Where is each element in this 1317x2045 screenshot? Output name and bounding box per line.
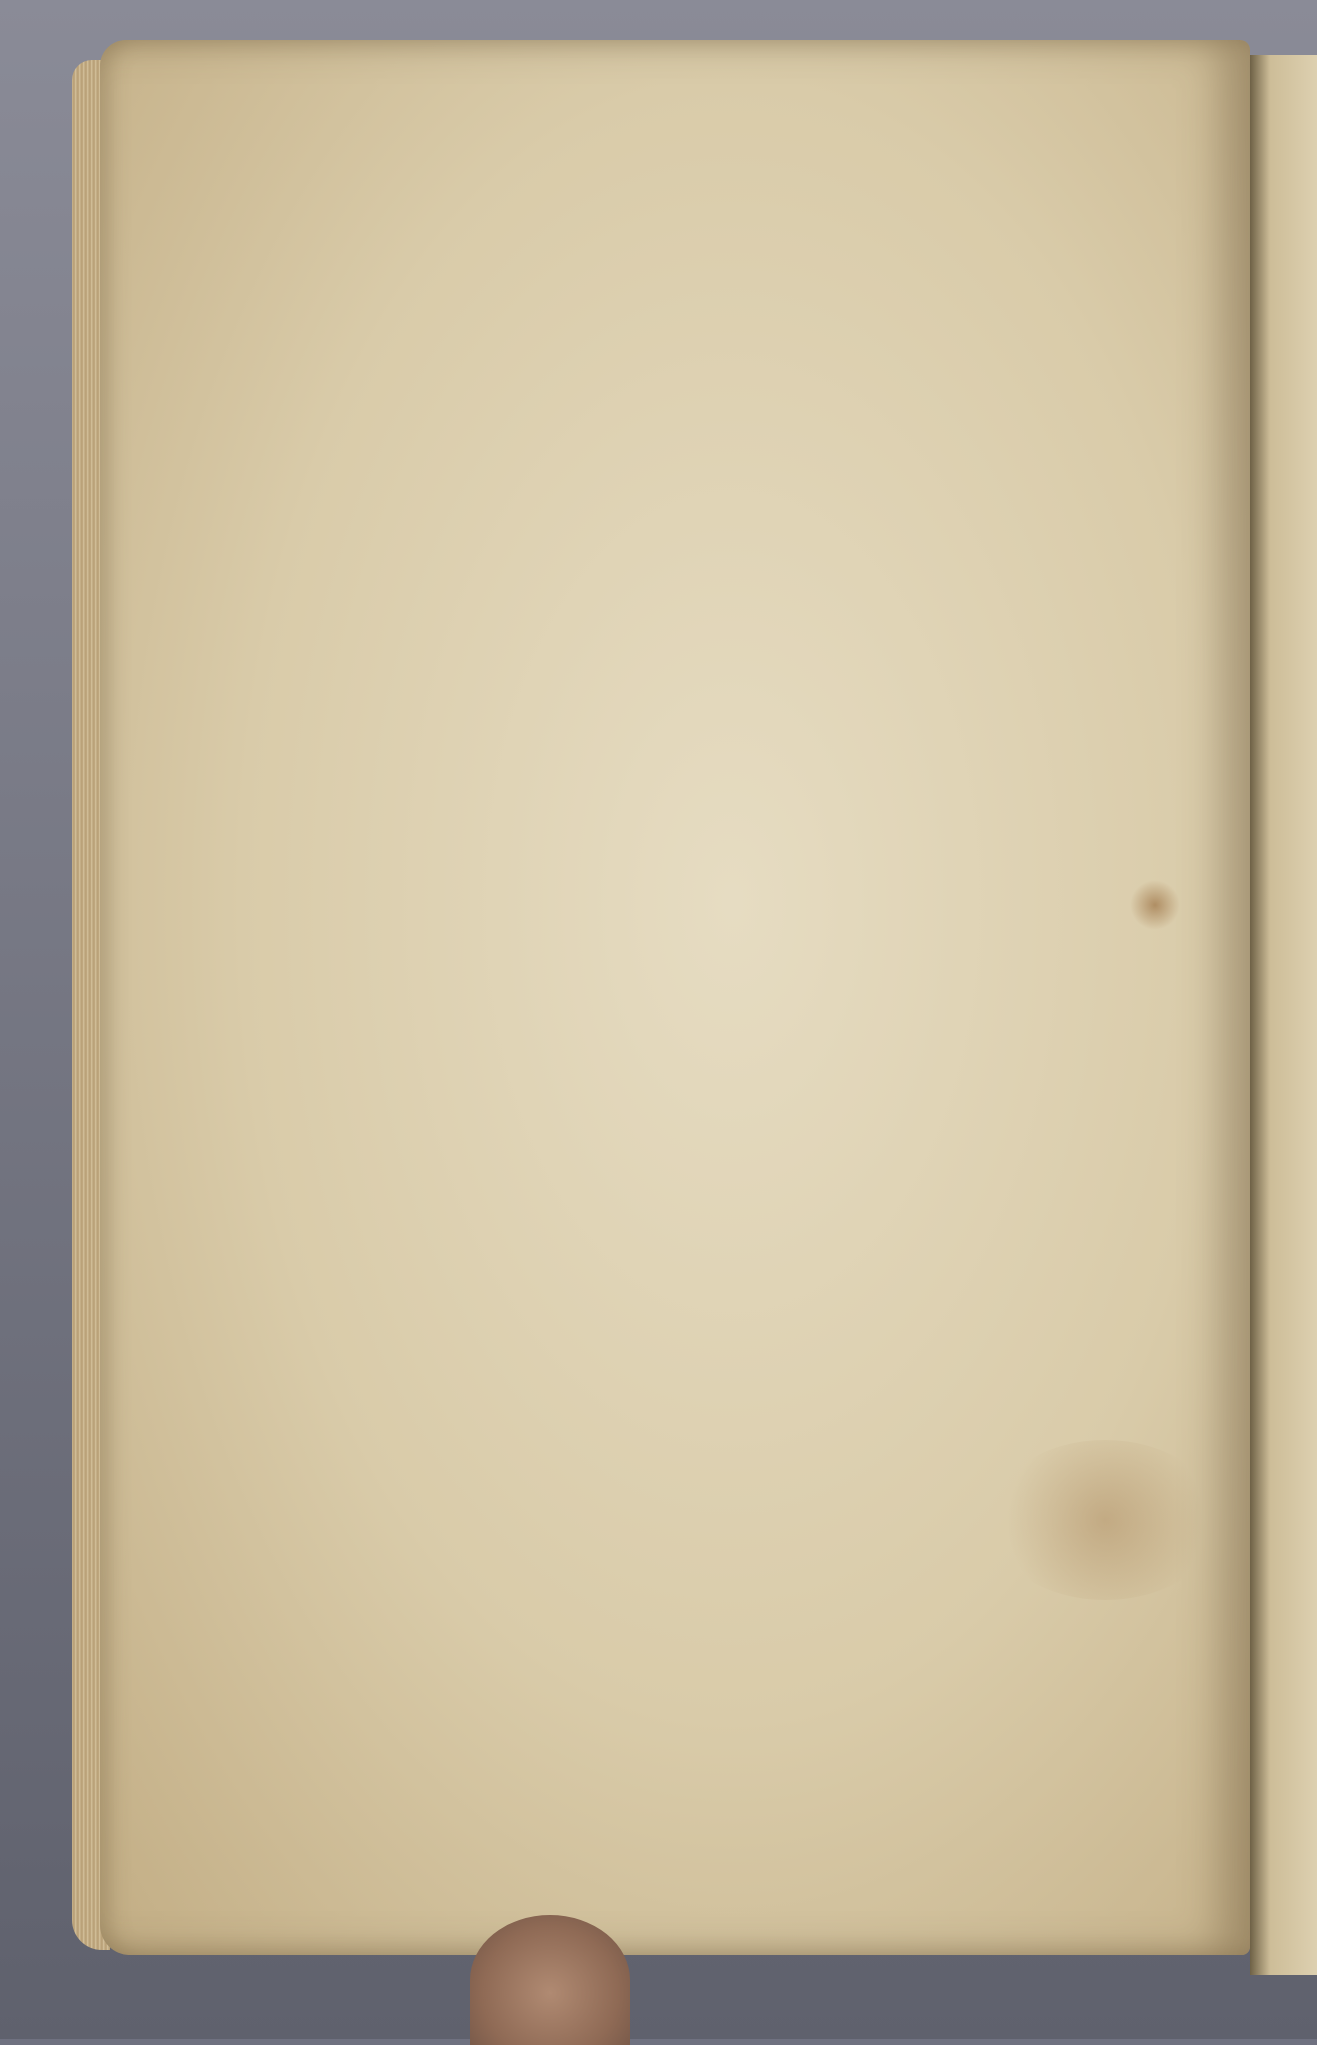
reader-thumb: [470, 1915, 630, 2045]
